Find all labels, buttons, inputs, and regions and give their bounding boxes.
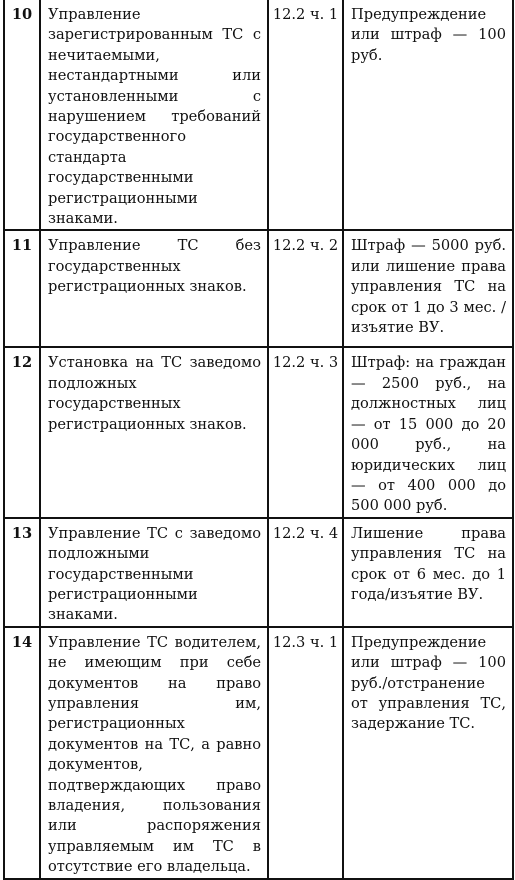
article-reference: 12.2 ч. 4 (268, 518, 343, 627)
violation-description: Управление ТС без государственных регистрационных знаков. (40, 230, 268, 347)
article-reference: 12.2 ч. 3 (268, 347, 343, 517)
table-row (4, 518, 513, 627)
penalty-text: Предупреждение или штраф — 100 руб./отстранение от управления ТС, задержание ТС. (343, 627, 513, 879)
penalty-text: Штраф: на граждан — 2500 руб., на должностных лиц — от 15 000 до 20 000 руб., на юридических лиц — от 400 000 до 500 000 руб. (343, 347, 513, 517)
row-number: 13 (4, 518, 40, 627)
row-number: 12 (4, 347, 40, 517)
violation-description: Установка на ТС заведомо подложных государственных регистрационных знаков. (40, 347, 268, 517)
table-row (4, 627, 513, 879)
penalty-text: Лишение права управления ТС на срок от 6 мес. до 1 года/изъятие ВУ. (343, 518, 513, 627)
row-number: 14 (4, 627, 40, 879)
violations-table (3, 0, 514, 880)
table-row (4, 230, 513, 347)
row-number: 10 (4, 0, 40, 230)
penalty-text: Предупреждение или штраф — 100 руб. (343, 0, 513, 230)
violation-description: Управление зарегистрированным ТС с нечитаемыми, нестандартными или установленными с нарушением требований государственного стандарта государственными регистрационными знаками. (40, 0, 268, 230)
table-row (4, 347, 513, 517)
table-row (4, 0, 513, 230)
row-number: 11 (4, 230, 40, 347)
violation-description: Управление ТС водителем, не имеющим при себе документов на право управления им, регистрационных документов на ТС, а равно документов, подтверждающих право владения, пользования или распоряжения управляемым им ТС в отсутствие его владельца. (40, 627, 268, 879)
article-reference: 12.2 ч. 2 (268, 230, 343, 347)
article-reference: 12.2 ч. 1 (268, 0, 343, 230)
penalty-text: Штраф — 5000 руб. или лишение права управления ТС на срок от 1 до 3 мес. / изъятие ВУ. (343, 230, 513, 347)
article-reference: 12.3 ч. 1 (268, 627, 343, 879)
violation-description: Управление ТС с заведомо подложными государственными регистрационными знаками. (40, 518, 268, 627)
